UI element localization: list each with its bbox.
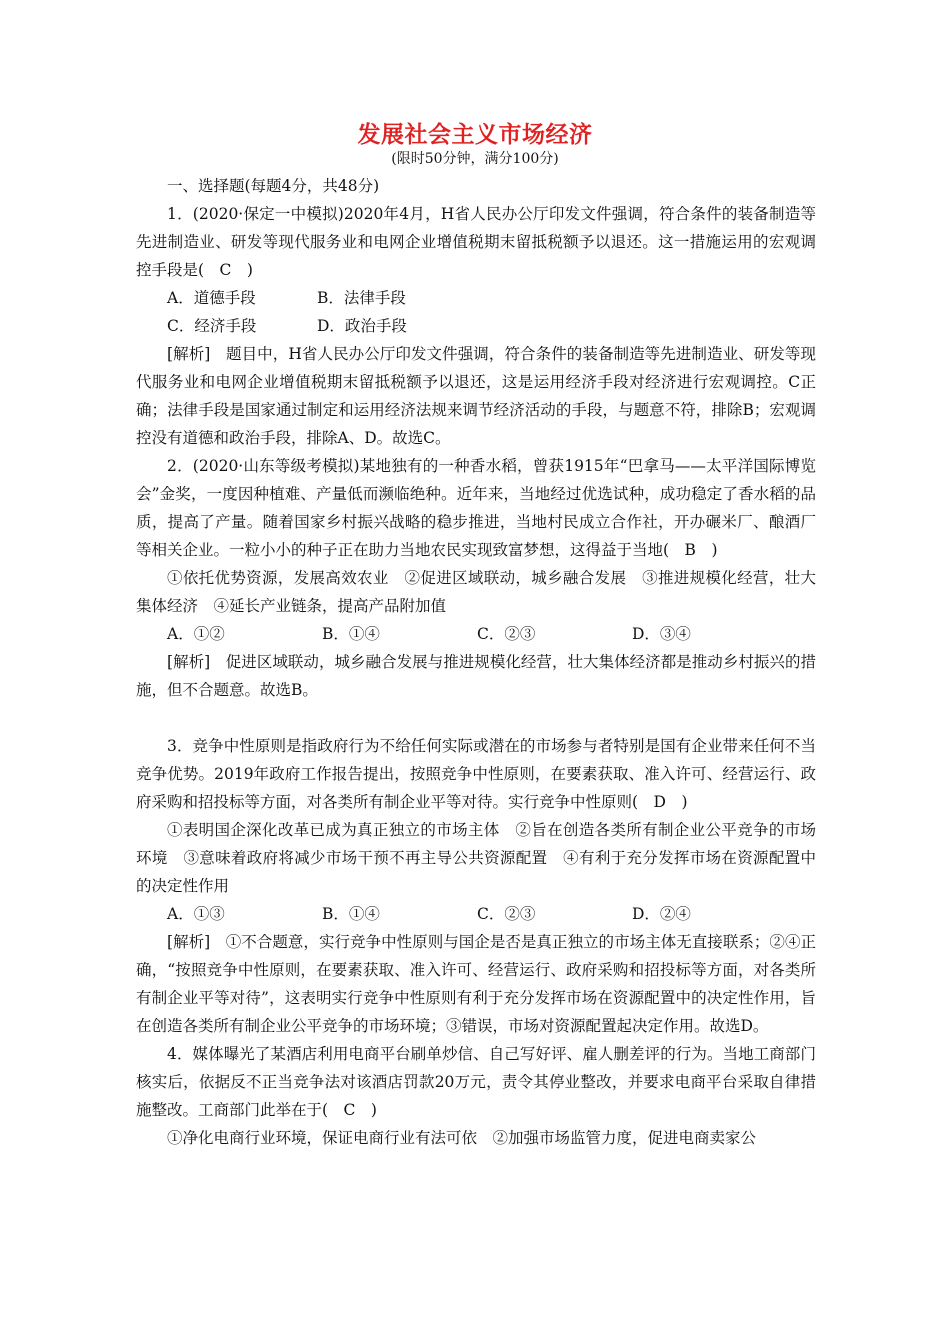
section-heading: 一、选择题(每题4分，共48分) bbox=[167, 177, 380, 195]
question-3-option-d: D．②④ bbox=[632, 905, 691, 923]
question-1-option-c: C．经济手段 bbox=[167, 317, 257, 335]
question-3-option-b: B．①④ bbox=[322, 905, 380, 923]
question-2-stem: 2．(2020·山东等级考模拟)某地独有的一种香水稻，曾获1915年“巴拿马——太平洋国际博览会”金奖，一度因种植难、产量低而濒临绝种。近年来，当地经过优选试种，成功稳定了香水稻的品质，提高了产量。随着国家乡村振兴战略的稳步推进，当地村民成立合作社，开办碾米厂、酿酒厂等相关企业。一粒小小的种子正在助力当地农民实现致富梦想，这得益于当地( B ) bbox=[136, 457, 816, 559]
question-1-option-b: B．法律手段 bbox=[317, 289, 406, 307]
question-3-option-a: A．①③ bbox=[167, 905, 225, 923]
question-2-option-b: B．①④ bbox=[322, 625, 380, 643]
question-1-options-row-1 bbox=[136, 284, 816, 312]
document-body bbox=[136, 172, 816, 1152]
question-3-stem: 3．竞争中性原则是指政府行为不给任何实际或潜在的市场参与者特别是国有企业带来任何不当竞争优势。2019年政府工作报告提出，按照竞争中性原则，在要素获取、准入许可、经营运行、政府采购和招投标等方面，对各类所有制企业平等对待。实行竞争中性原则( D ) bbox=[136, 737, 816, 811]
question-2-options bbox=[136, 620, 816, 648]
question-4-stem: 4．媒体曝光了某酒店利用电商平台刷单炒信、自己写好评、雇人删差评的行为。当地工商部门核实后，依据反不正当竞争法对该酒店罚款20万元，责令其停业整改，并要求电商平台采取自律措施整改。工商部门此举在于( C ) bbox=[136, 1045, 816, 1119]
question-3-analysis: [解析] ①不合题意，实行竞争中性原则与国企是否是真正独立的市场主体无直接联系；②④正确，“按照竞争中性原则，在要素获取、准入许可、经营运行、政府采购和招投标等方面，对各类所有制企业平等对待”，这表明实行竞争中性原则有利于充分发挥市场在资源配置中的决定性作用，旨在创造各类所有制企业公平竞争的市场环境；③错误，市场对资源配置起决定作用。故选D。 bbox=[136, 933, 816, 1035]
question-3-options bbox=[136, 900, 816, 928]
spacer bbox=[136, 704, 816, 732]
question-4-items: ①净化电商行业环境，保证电商行业有法可依 ②加强市场监管力度，促进电商卖家公 bbox=[167, 1129, 757, 1147]
question-3-option-c: C．②③ bbox=[477, 905, 536, 923]
question-2-option-a: A．①② bbox=[167, 625, 225, 643]
question-2-option-c: C．②③ bbox=[477, 625, 536, 643]
question-2-analysis: [解析] 促进区域联动，城乡融合发展与推进规模化经营，壮大集体经济都是推动乡村振兴的措施，但不合题意。故选B。 bbox=[136, 653, 816, 699]
question-3-items: ①表明国企深化改革已成为真正独立的市场主体 ②旨在创造各类所有制企业公平竞争的市场环境 ③意味着政府将减少市场干预不再主导公共资源配置 ④有利于充分发挥市场在资源配置中的决定性作用 bbox=[136, 821, 816, 895]
question-2-option-d: D．③④ bbox=[632, 625, 691, 643]
page-subtitle: (限时50分钟，满分100分) bbox=[391, 151, 559, 167]
question-2-items: ①依托优势资源，发展高效农业 ②促进区域联动，城乡融合发展 ③推进规模化经营，壮大集体经济 ④延长产业链条，提高产品附加值 bbox=[136, 569, 816, 615]
page-title: 发展社会主义市场经济 bbox=[357, 121, 593, 148]
question-1-option-a: A．道德手段 bbox=[167, 289, 256, 307]
question-1-options-row-2 bbox=[136, 312, 816, 340]
question-1-stem: 1．(2020·保定一中模拟)2020年4月，H省人民办公厅印发文件强调，符合条件的装备制造等先进制造业、研发等现代服务业和电网企业增值税期末留抵税额予以退还。这一措施运用的宏观调控手段是( C ) bbox=[136, 205, 816, 279]
question-1-analysis: [解析] 题目中，H省人民办公厅印发文件强调，符合条件的装备制造等先进制造业、研发等现代服务业和电网企业增值税期末留抵税额予以退还，这是运用经济手段对经济进行宏观调控。C正确；法律手段是国家通过制定和运用经济法规来调节经济活动的手段，与题意不符，排除B；宏观调控没有道德和政治手段，排除A、D。故选C。 bbox=[136, 345, 816, 447]
question-1-option-d: D．政治手段 bbox=[317, 317, 407, 335]
